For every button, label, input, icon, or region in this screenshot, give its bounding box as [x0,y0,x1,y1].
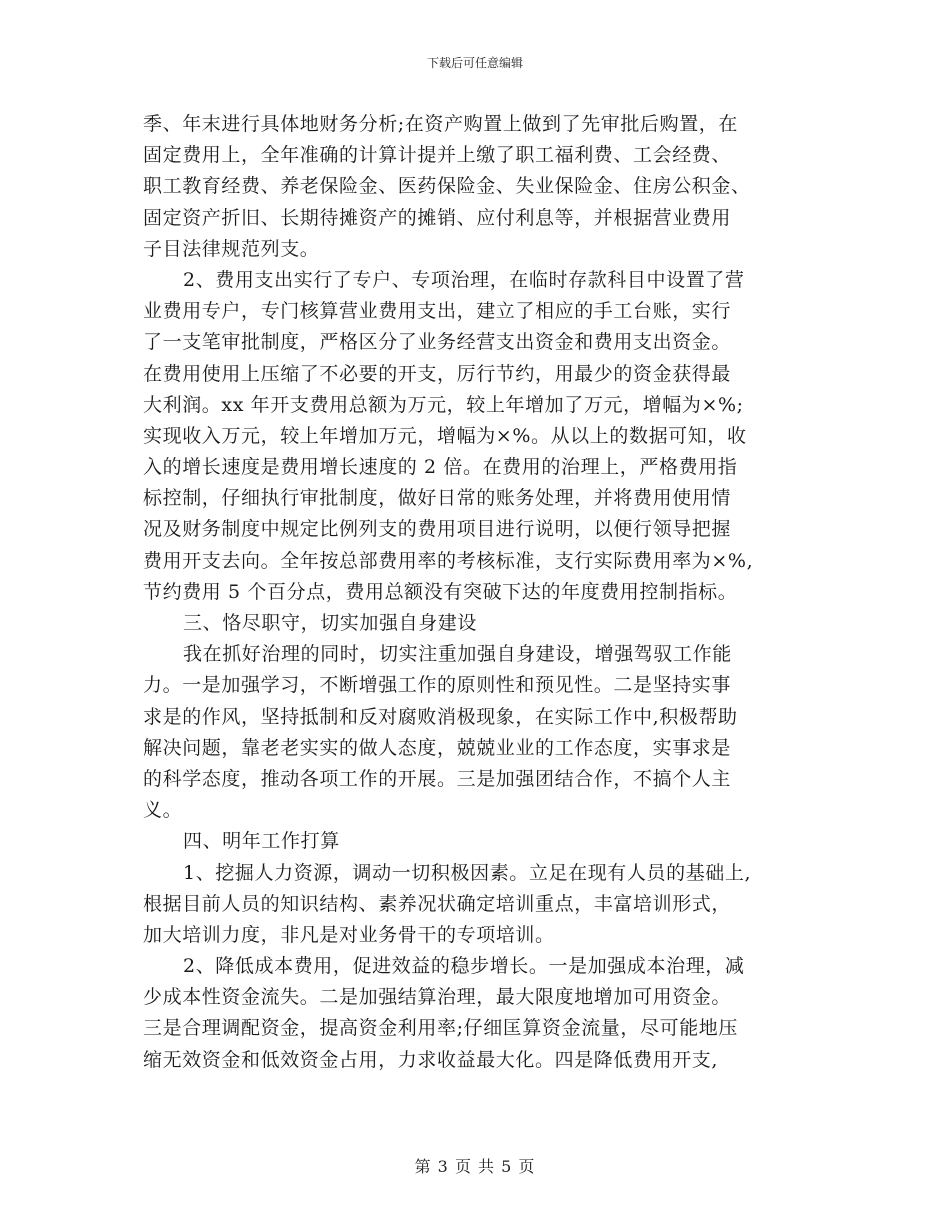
text-line: 加大培训力度，非凡是对业务骨干的专项培训。 [143,923,555,946]
document-body [143,109,808,1076]
text-line: 子目法律规范列支。 [143,237,320,260]
text-line: 2、费用支出实行了专户、专项治理，在临时存款科目中设置了营 [183,268,745,291]
page-footer: 第 3 页 共 5 页 [414,1157,536,1176]
text-line: 固定费用上，全年准确的计算计提并上缴了职工福利费、工会经费、 [143,144,732,167]
text-line: 少成本性资金流失。二是加强结算治理，最大限度地增加可用资金。 [143,986,732,1009]
page-header: 下载后可任意编辑 [426,56,523,70]
text-line: 解决问题，靠老老实实的做人态度，兢兢业业的工作态度，实事求是 [143,736,732,759]
text-line: 固定资产折旧、长期待摊资产的摊销、应付利息等，并根据营业费用 [143,206,732,229]
text-line: 义。 [143,799,183,822]
text-line: 入的增长速度是费用增长速度的 2 倍。在费用的治理上，严格费用指 [143,456,738,479]
text-line: 三、恪尽职守，切实加强自身建设 [183,612,478,634]
text-line: 在费用使用上压缩了不必要的开支，厉行节约，用最少的资金获得最 [143,362,732,385]
text-line: 费用开支去向。全年按总部费用率的考核标准，支行实际费用率为×%, [143,549,754,572]
text-line: 标控制，仔细执行审批制度，做好日常的账务处理，并将费用使用情 [143,487,732,510]
text-line: 的科学态度，推动各项工作的开展。三是加强团结合作，不搞个人主 [143,767,732,790]
text-line: 2、降低成本费用，促进效益的稳步增长。一是加强成本治理，减 [183,955,745,978]
text-line: 三是合理调配资金，提高资金利用率;仔细匡算资金流量，尽可能地压 [143,1017,739,1040]
text-line: 况及财务制度中规定比例列支的费用项目进行说明，以便行领导把握 [143,518,732,541]
text-line: 大利润。xx 年开支费用总额为万元，较上年增加了万元，增幅为×%; [143,393,744,416]
text-line: 了一支笔审批制度，严格区分了业务经营支出资金和费用支出资金。 [143,331,732,354]
text-line: 求是的作风，坚持抵制和反对腐败消极现象，在实际工作中,积极帮助 [143,705,738,728]
text-line: 根据目前人员的知识结构、素养况状确定培训重点，丰富培训形式， [143,892,732,915]
text-line: 实现收入万元，较上年增加万元，增幅为×%。从以上的数据可知，收 [143,424,747,447]
text-line: 1、挖掘人力资源，调动一切积极因素。立足在现有人员的基础上, [183,861,752,884]
text-line: 缩无效资金和低效资金占用，力求收益最大化。四是降低费用开支, [143,1048,719,1071]
text-line: 业费用专户，专门核算营业费用支出，建立了相应的手工台账，实行 [143,300,732,323]
text-line: 季、年末进行具体地财务分析;在资产购置上做到了先审批后购置，在 [143,113,739,135]
text-line: 四、明年工作打算 [183,830,340,853]
text-line: 职工教育经费、养老保险金、医药保险金、失业保险金、住房公积金、 [143,175,751,198]
text-line: 我在抓好治理的同时，切实注重加强自身建设，增强驾驭工作能 [183,643,732,666]
text-line: 节约费用 5 个百分点，费用总额没有突破下达的年度费用控制指标。 [143,580,738,603]
text-line: 力。一是加强学习，不断增强工作的原则性和预见性。二是坚持实事 [143,674,732,697]
